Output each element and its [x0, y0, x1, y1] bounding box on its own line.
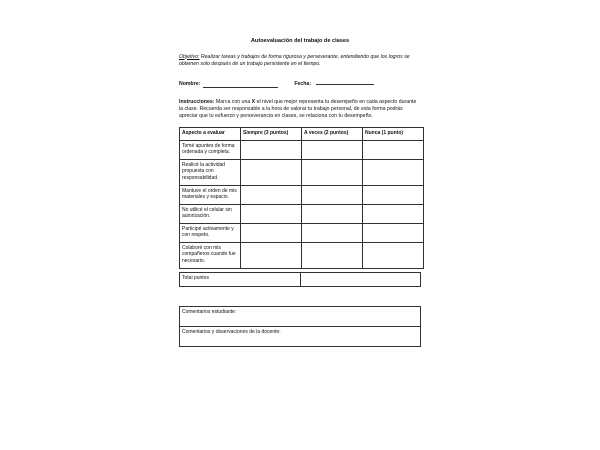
aspect-cell: Mantuve el orden de mis materiales y espacio. — [180, 185, 241, 204]
objective-paragraph — [179, 54, 421, 68]
sometimes-cell[interactable] — [302, 223, 363, 242]
always-cell[interactable] — [241, 223, 302, 242]
sometimes-cell[interactable] — [302, 185, 363, 204]
objective-text: Realizar tareas y trabajos de forma rigurosa y perseverante, entendiendo que los logros se obtienen solo después de un trabajo persistente en el tiempo. — [179, 53, 410, 67]
table-row — [180, 159, 424, 185]
never-cell[interactable] — [363, 242, 424, 268]
always-cell[interactable] — [241, 185, 302, 204]
comments-table — [179, 306, 421, 347]
instructions-mark: X — [251, 98, 256, 105]
date-field[interactable] — [316, 79, 374, 85]
always-cell[interactable] — [241, 242, 302, 268]
aspect-cell: Participé activamente y con respeto. — [180, 223, 241, 242]
total-points-table — [179, 272, 421, 287]
name-label: Nombre: — [179, 80, 201, 87]
table-row — [180, 223, 424, 242]
sometimes-cell[interactable] — [302, 159, 363, 185]
total-row — [180, 273, 421, 287]
student-comments-label: Comentarios estudiante: — [182, 309, 237, 315]
document-page — [179, 38, 421, 269]
never-cell[interactable] — [363, 204, 424, 223]
name-field[interactable] — [203, 82, 278, 88]
header-never: Nunca (1 punto) — [363, 127, 424, 140]
page-title: Autoevaluación del trabajo de clases — [250, 38, 350, 44]
objective-label: Objetivo: — [179, 53, 200, 60]
sometimes-cell[interactable] — [302, 242, 363, 268]
table-header-row — [180, 127, 424, 140]
table-row — [180, 185, 424, 204]
aspect-cell: Realicé la actividad propuesta con responsabilidad. — [180, 159, 241, 185]
sometimes-cell[interactable] — [302, 140, 363, 159]
student-comments-field[interactable] — [180, 307, 421, 327]
never-cell[interactable] — [363, 159, 424, 185]
date-label: Fecha: — [294, 80, 312, 87]
teacher-comments-row — [180, 327, 421, 347]
table-row — [180, 204, 424, 223]
always-cell[interactable] — [241, 204, 302, 223]
always-cell[interactable] — [241, 159, 302, 185]
header-aspect: Aspecto a evaluar — [180, 127, 241, 140]
instructions-text-before: Marca con una — [214, 98, 252, 105]
aspect-cell: No utilicé el celular sin autorización. — [180, 204, 241, 223]
never-cell[interactable] — [363, 185, 424, 204]
evaluation-table — [179, 127, 424, 269]
total-label: Total puntos — [180, 273, 301, 287]
never-cell[interactable] — [363, 140, 424, 159]
teacher-comments-label: Comentarios y observaciones de la docente: — [182, 329, 281, 335]
date-group — [294, 79, 373, 88]
aspect-cell: Tomé apuntes de forma ordenada y completa. — [180, 140, 241, 159]
table-row — [180, 242, 424, 268]
total-value-field[interactable] — [300, 273, 421, 287]
instructions-label: Instrucciones: — [179, 98, 215, 105]
instructions-paragraph — [179, 99, 421, 120]
never-cell[interactable] — [363, 223, 424, 242]
header-always: Siempre (3 puntos) — [241, 127, 302, 140]
sometimes-cell[interactable] — [302, 204, 363, 223]
teacher-comments-field[interactable] — [180, 327, 421, 347]
header-sometimes: A veces (2 puntos) — [302, 127, 363, 140]
instructions-text-after: el nivel que mejor representa tu desempeño en cada aspecto durante la clase. Recuerda ser responsable a la hora de valorar tu trabajo personal, de esta forma podrás apreciar que tu esfuerzo y perseverancia en clases, se relaciona con tu desempeño. — [179, 98, 417, 119]
always-cell[interactable] — [241, 140, 302, 159]
student-comments-row — [180, 307, 421, 327]
table-row — [180, 140, 424, 159]
name-date-row — [179, 79, 421, 88]
aspect-cell: Colaboré con mis compañeros cuando fue necesario. — [180, 242, 241, 268]
